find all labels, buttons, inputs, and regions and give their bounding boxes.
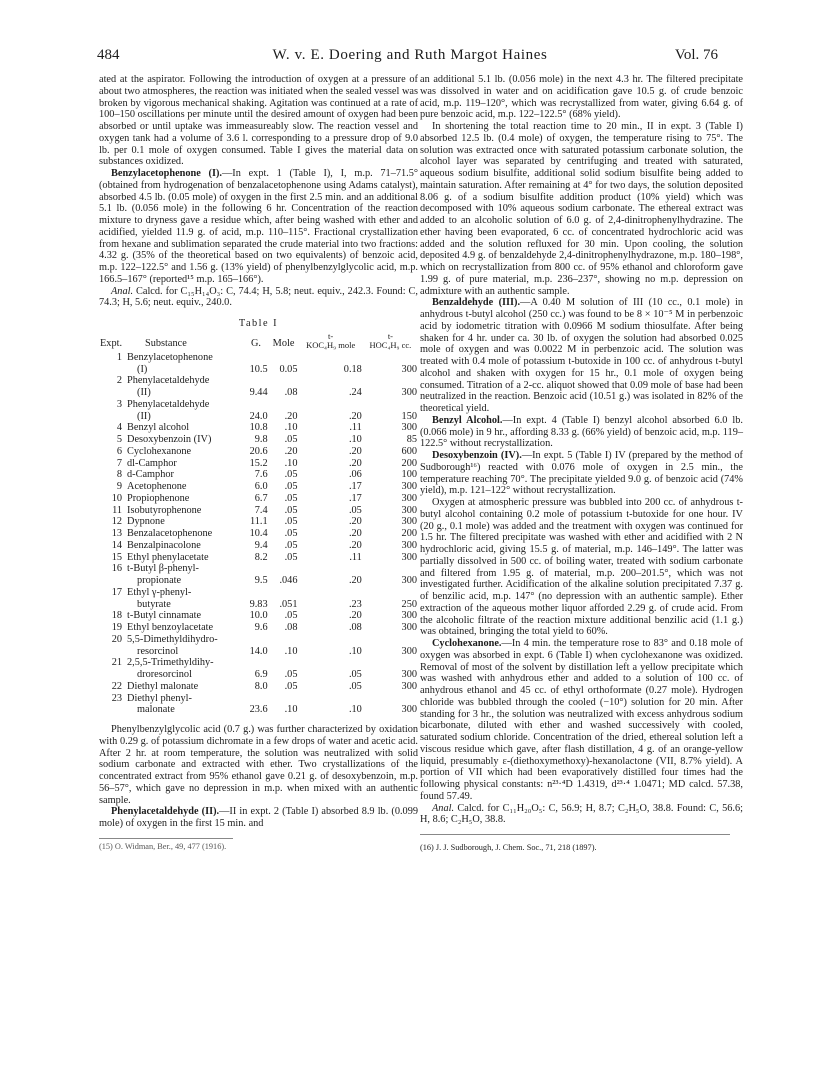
cell-grams: 10.8 [249, 422, 268, 434]
cell-koc: .17 [348, 492, 362, 504]
empty-cell [363, 563, 418, 575]
table-row-continuation [99, 704, 418, 716]
paragraph: an additional 5.1 lb. (0.056 mole) in the next 4.3 hr. The filtered precipitate was dissolved in water and on acidification gave 10.5 g. of crude benzoic acid, m.p. 119–120°, which was recrystallized from water, giving 6.64 g. of pure benzoic acid, m.p. 122–122.5° (68% yield). [420, 74, 743, 121]
cell-grams: 8.0 [254, 680, 268, 692]
cell-koc: .23 [348, 598, 362, 610]
paragraph: Cyclohexanone.—In 4 min. the temperature rose to 83° and 0.18 mole of oxygen was absorbed in expt. 6 (Table I) when cyclohexanone was oxidized. Removal of most of the solvent by distillation left a yellow precipitate which was washed with anhydrous ether and added to a solution of 100 cc. of anhydrous ethanol and 45 cc. of ethyl orthoformate (0.27 mole). Hydrogen chloride was bubbled through the cooled (−10°) solution for 20 min. After standing for 3 hr., the solution was neutralized with excess anhydrous sodium bicarbonate, diluted with ether and washed successively with cooled, saturated sodium chloride. Concentration of the dried, ethereal solution left a viscous residue which gave, after flash distillation, 4 g. of an orange-yellow liquid, presumably ε-(diethoxymethoxy)-hexanolactone (VII, 8.7% yield). A portion of VII which had been evaporatively distilled four times had the following physical constants: n²³·⁴D 1.4319, d²³·⁴ 1.0471; MD calcd. 57.38, found 57.49. [420, 638, 743, 802]
cell-mole: .051 [279, 598, 298, 610]
table-row [99, 540, 418, 552]
table-caption: Table I [238, 318, 279, 329]
cell-koc: .20 [348, 516, 362, 528]
cell-substance: Propiophenone [127, 492, 190, 504]
empty-cell [363, 375, 418, 387]
empty-cell [243, 693, 268, 705]
running-title: W. v. E. Doering and Ruth Margot Haines [272, 47, 548, 63]
empty-cell [243, 563, 268, 575]
cell-substance: 2,5,5-Trimethyldihy- [127, 657, 214, 669]
cell-substance-cont: propionate [137, 575, 182, 586]
cell-koc: .20 [348, 610, 362, 622]
cell-grams: 10.4 [249, 528, 268, 539]
cell-grams: 6.7 [254, 492, 268, 504]
cell-substance-cont: butyrate [137, 598, 171, 610]
empty-cell [99, 575, 123, 587]
cell-koc: .17 [348, 481, 362, 492]
cell-expt: 8 [116, 469, 123, 481]
empty-cell [269, 399, 299, 411]
header-mole: Mole [272, 338, 295, 349]
cell-mole: .08 [284, 622, 298, 633]
empty-cell [298, 587, 362, 599]
cell-substance-cont: malonate [137, 704, 175, 716]
table-row [99, 505, 418, 517]
run-in-heading: Benzylacetophenone (I). [111, 168, 222, 179]
empty-cell [298, 375, 362, 387]
paragraph: Phenylacetaldehyde (II).—II in expt. 2 (Table I) absorbed 8.9 lb. (0.099 mole) of oxygen in the first 15 min. and [99, 806, 418, 829]
cell-expt: 6 [116, 445, 123, 457]
cell-substance: Ethyl γ-phenyl- [127, 586, 192, 598]
cell-koc: .20 [348, 528, 362, 539]
cell-hoc: 300 [401, 481, 417, 492]
footnote-rule [99, 838, 233, 839]
cell-hoc: 250 [401, 598, 417, 610]
table-row [99, 469, 418, 481]
table-row [99, 375, 418, 387]
cell-hoc: 85 [406, 434, 417, 445]
table-row-continuation [99, 599, 418, 611]
cell-grams: 6.9 [254, 669, 268, 680]
cell-expt: 7 [116, 457, 123, 469]
cell-koc: .11 [349, 551, 362, 563]
cell-mole: .05 [284, 469, 298, 481]
empty-cell [298, 634, 362, 646]
cell-koc: .08 [348, 622, 362, 633]
cell-hoc: 300 [401, 669, 417, 680]
empty-cell [298, 563, 362, 575]
table-row [99, 552, 418, 564]
cell-grams: 9.8 [254, 434, 268, 445]
table-row [99, 693, 418, 705]
empty-cell [243, 587, 268, 599]
header-substance: Substance [145, 338, 187, 349]
cell-substance-cont: (II) [137, 387, 151, 398]
cell-koc: .20 [348, 445, 362, 457]
cell-substance-cont: (II) [137, 410, 151, 422]
table-row [99, 681, 418, 693]
cell-koc: .05 [348, 669, 362, 680]
empty-cell [363, 587, 418, 599]
cell-grams: 10.5 [249, 363, 268, 375]
run-in-heading: Benzyl Alcohol. [432, 414, 503, 426]
table-row [99, 610, 418, 622]
cell-mole: .046 [279, 575, 298, 586]
cell-expt: 12 [111, 516, 123, 528]
cell-hoc: 300 [401, 504, 417, 516]
empty-cell [269, 375, 299, 387]
paragraph: Benzyl Alcohol.—In expt. 4 (Table I) benzyl alcohol absorbed 6.0 lb. (0.066 mole) in 9 hr., affording 8.33 g. (66% yield) of benzoic acid, m.p. 119–122.5° without recrystallization. [420, 414, 743, 450]
cell-mole: .05 [284, 680, 298, 692]
empty-cell [99, 646, 123, 658]
cell-grams: 15.2 [249, 457, 268, 469]
cell-expt: 3 [116, 398, 123, 410]
paragraph: Anal. Calcd. for C₁₅H₁₄O₃: C, 74.4; H, 5.8; neut. equiv., 242.3. Found: C, 74.3; H, 5.6; neut. equiv., 240.0. [99, 285, 418, 309]
cell-hoc: 300 [401, 645, 417, 657]
cell-grams: 7.6 [254, 469, 268, 481]
cell-hoc: 100 [401, 469, 417, 481]
empty-cell [363, 352, 418, 364]
header-grams: G. [251, 338, 262, 349]
cell-substance: t-Butyl β-phenyl- [127, 563, 199, 575]
cell-substance: Ethyl phenylacetate [127, 551, 209, 563]
cell-expt: 2 [116, 375, 123, 387]
cell-mole: .05 [284, 551, 298, 563]
cell-substance: Benzalpinacolone [127, 539, 201, 551]
cell-substance: Phenylacetaldehyde [127, 398, 210, 410]
table-row [99, 563, 418, 575]
table-row-continuation [99, 575, 418, 587]
cell-mole: .05 [284, 492, 298, 504]
cell-mole: .05 [284, 669, 298, 680]
empty-cell [243, 634, 268, 646]
cell-hoc: 300 [401, 610, 417, 622]
cell-substance: Ethyl benzoylacetate [127, 622, 214, 633]
empty-cell [363, 693, 418, 705]
cell-expt: 16 [111, 563, 123, 575]
cell-koc: .05 [348, 680, 362, 692]
table-body [99, 352, 418, 716]
cell-substance: d-Camphor [127, 469, 174, 481]
cell-grams: 10.0 [249, 610, 268, 622]
table-row [99, 446, 418, 458]
cell-koc: 0.18 [343, 363, 362, 375]
table-row [99, 516, 418, 528]
cell-grams: 6.0 [254, 481, 268, 492]
run-in-heading: Anal. [432, 802, 455, 814]
cell-koc: .10 [348, 434, 362, 445]
cell-grams: 20.6 [249, 445, 268, 457]
cell-expt: 21 [111, 657, 123, 669]
cell-mole: .05 [284, 528, 298, 539]
cell-substance: t-Butyl cinnamate [127, 610, 202, 622]
cell-expt: 9 [116, 481, 123, 492]
paragraph: ated at the aspirator. Following the introduction of oxygen at a pressure of about two atmospheres, the reaction was initiated when the sealed vessel was broken by vigorous mechanical shaking. Agitation was continued at a rate of 100–150 oscillations per minute until the desired amount of oxygen had been absorbed or until uptake was immeasureably slow. The reaction vessel and oxygen tank had a volume of 3.6 l. corresponding to a pressure drop of 9.0 lb. per 0.1 mole of oxygen consumed. Table I gives the material data on substances oxidized. [99, 74, 418, 168]
cell-hoc: 300 [401, 551, 417, 563]
cell-koc: .20 [348, 575, 362, 586]
cell-expt: 19 [111, 622, 123, 633]
cell-substance: Isobutyrophenone [127, 504, 202, 516]
cell-mole: .08 [284, 387, 298, 398]
cell-grams: 9.4 [254, 539, 268, 551]
cell-expt: 10 [111, 492, 123, 504]
cell-mole: .10 [284, 457, 298, 469]
table-row-continuation [99, 364, 418, 376]
paragraph: Phenylbenzylglycolic acid (0.7 g.) was further characterized by oxidation with 0.29 g. of potassium dichromate in a few drops of water and acetic acid. After 2 hr. at room temperature, the solution was neutralized with solid sodium carbonate and extracted with ether. Two crystallizations of the concentrated extract from 95% ethanol gave 0.21 g. of desoxybenzoin, m.p. 56–57°, which gave no depression in m.p. when mixed with an authentic sample. [99, 724, 418, 806]
empty-cell [243, 657, 268, 669]
header-expt: Expt. [100, 338, 123, 349]
table-header-row [99, 332, 418, 352]
cell-hoc: 150 [401, 410, 417, 422]
empty-cell [363, 399, 418, 411]
cell-koc: .20 [348, 539, 362, 551]
cell-grams: 23.6 [249, 704, 268, 716]
run-in-heading: Cyclohexanone. [432, 638, 502, 649]
cell-hoc: 600 [401, 445, 417, 457]
cell-koc: .06 [348, 469, 362, 481]
cell-koc: .05 [348, 504, 362, 516]
table-row-continuation [99, 387, 418, 399]
cell-grams: 9.44 [249, 387, 268, 398]
cell-expt: 18 [111, 610, 123, 622]
empty-cell [243, 399, 268, 411]
empty-cell [269, 587, 299, 599]
footnote: (15) O. Widman, Ber., 49, 477 (1916). [99, 841, 227, 851]
paragraph: In shortening the total reaction time to 20 min., II in expt. 3 (Table I) absorbed 12.5 lb. (0.4 mole) of oxygen, the temperature rising to 75°. The solution was extracted once with saturated potassium carbonate solution, the alcohol layer was separated by centrifuging and treated with saturated, aqueous sodium bisulfite, additional solid sodium bisulfite being added to maintain saturation. After remaining at 4° for two days, the solution deposited 8.06 g. of a sodium bisulfite addition product (10% yield) which was decomposed with 10% aqueous sodium carbonate. The ethereal extract was added to an alcoholic solution of 6.0 g. of 2,4-dinitrophenylhydrazine. The ether having been evaporated, 6 cc. of concentrated hydrochloric acid was added and the solution refluxed for 30 min. Upon cooling, the solution deposited 4.9 g. of benzaldehyde 2,4-dinitrophenylhydrazone, m.p. 180–198°, which on recrystallization from 800 cc. of 95% ethanol and chloroform gave 1.99 g. of pure material, m.p. 236–237°, showing no m.p. depression on admixture with an authentic sample. [420, 121, 743, 297]
table-row [99, 352, 418, 364]
cell-substance: Diethyl phenyl- [127, 692, 192, 704]
cell-substance-cont: (I) [137, 363, 148, 375]
table-1 [99, 332, 418, 716]
empty-cell [99, 599, 123, 611]
cell-mole: .20 [284, 445, 298, 457]
empty-cell [243, 375, 268, 387]
left-column [99, 74, 418, 852]
cell-koc: .10 [348, 704, 362, 716]
table-row [99, 458, 418, 470]
cell-substance: Dypnone [127, 516, 165, 528]
page-number: 484 [97, 47, 120, 63]
empty-cell [298, 352, 362, 364]
run-in-heading: Benzaldehyde (III). [432, 297, 521, 309]
cell-grams: 8.2 [254, 551, 268, 563]
cell-hoc: 300 [401, 422, 417, 434]
cell-hoc: 300 [401, 387, 417, 398]
empty-cell [269, 563, 299, 575]
cell-grams: 11.1 [249, 516, 268, 528]
cell-expt: 5 [116, 434, 123, 445]
cell-mole: .05 [284, 481, 298, 492]
cell-hoc: 300 [401, 704, 417, 716]
table-row-continuation [99, 411, 418, 423]
paragraph: Oxygen at atmospheric pressure was bubbled into 200 cc. of anhydrous t-butyl alcohol containing 0.2 mole of potassium t-butoxide for one hour. IV (20 g., 0.1 mole) was added and the treatment with oxygen was continued for 1.5 hr. The filtered precipitate was washed with ether and acidified with 2 N hydrochloric acid, giving 15.5 g. of material, m.p. 146–149°. The latter was partially dissolved in 500 cc. of boiling water, treated with sodium carbonate and filtered from 1.95 g. of material, m.p. 200–201.5°, which was not investigated further. Acidification of the alkaline solution precipitated 7.37 g. of benzilic acid, m.p. 147° (no depression with an authentic sample). Ether extraction of the aqueous mother liquor afforded 2.29 g. of crude acid. From the alcoholic filtrate of the reaction mixture additional benzilic acid (1.1 g.) was obtained, bringing the total yield to 60%. [420, 497, 743, 638]
cell-hoc: 200 [401, 457, 417, 469]
paragraph: Anal. Calcd. for C₁₁H₂₀O₅: C, 56.9; H, 8.7; C₂H₅O, 38.8. Found: C, 56.6; H, 8.6; C₂H₅O, 38.8. [420, 802, 743, 826]
empty-cell [243, 352, 268, 364]
empty-cell [99, 669, 123, 681]
cell-substance: dl-Camphor [127, 457, 177, 469]
cell-substance: Acetophenone [127, 481, 187, 492]
empty-cell [269, 693, 299, 705]
cell-substance: Benzylacetophenone [127, 351, 213, 363]
cell-grams: 7.4 [254, 504, 268, 516]
cell-grams: 9.6 [254, 622, 268, 633]
cell-expt: 1 [116, 351, 123, 363]
empty-cell [269, 634, 299, 646]
table-row [99, 622, 418, 634]
cell-hoc: 300 [401, 492, 417, 504]
cell-grams: 24.0 [249, 410, 268, 422]
paragraph: Benzylacetophenone (I).—In expt. 1 (Table I), I, m.p. 71–71.5° (obtained from hydrogenation of benzalacetophenone using Adams catalyst), absorbed 4.5 lb. (0.05 mole) of oxygen in the first 2.5 min. and an additional 5.1 lb. (0.056 mole) in the following 6 hr. Concentration of the reaction mixture to dryness gave a residue which, after being washed with ether and acidified, yielded 11.9 g. of acid, m.p. 110–115°. Fractional crystallization from hexane and sublimation separated the crude material into two fractions: 4.32 g. (35% of the theoretical based on two equivalents) of benzoic acid, m.p. 122–122.5° and 1.56 g. (13% yield) of phenylbenzylglycolic acid, m.p. 166.5–167° (reported¹⁵ m.p. 165–166°). [99, 168, 418, 285]
cell-substance-cont: resorcinol [137, 645, 179, 657]
cell-mole: .10 [284, 422, 298, 434]
empty-cell [269, 352, 299, 364]
empty-cell [269, 657, 299, 669]
table-row [99, 422, 418, 434]
cell-expt: 13 [111, 528, 123, 539]
cell-hoc: 200 [401, 528, 417, 539]
volume-number: Vol. 76 [674, 47, 718, 63]
cell-substance: 5,5-Dimethyldihydro- [127, 633, 218, 645]
footnote-rule [420, 834, 730, 835]
cell-substance: Cyclohexanone [127, 445, 192, 457]
cell-mole: .10 [284, 645, 298, 657]
cell-mole: .05 [284, 610, 298, 622]
cell-expt: 20 [111, 633, 123, 645]
run-in-heading: Phenylacetaldehyde (II). [111, 806, 220, 818]
cell-koc: .20 [348, 410, 362, 422]
cell-expt: 14 [111, 539, 123, 551]
cell-hoc: 300 [401, 363, 417, 375]
cell-expt: 4 [116, 422, 123, 434]
cell-grams: 9.83 [249, 598, 268, 610]
cell-hoc: 300 [401, 622, 417, 633]
cell-mole: .05 [284, 504, 298, 516]
cell-expt: 17 [111, 586, 123, 598]
empty-cell [99, 704, 123, 716]
header-koc: t- KOC₄H₉ mole [306, 330, 356, 350]
cell-substance: Benzalacetophenone [127, 528, 213, 539]
cell-mole: .05 [284, 434, 298, 445]
cell-koc: .24 [348, 387, 362, 398]
empty-cell [363, 634, 418, 646]
paragraph: Desoxybenzoin (IV).—In expt. 5 (Table I) IV (prepared by the method of Sudborough¹⁶) reacted with 0.076 mole of oxygen in 2.5 min., the temperature reaching 70°. The precipitate yielded 9.0 g. of benzoic acid (74% yield), m.p. 121–122° without recrystallization. [420, 450, 743, 497]
table-row [99, 481, 418, 493]
table-row [99, 587, 418, 599]
cell-mole: .20 [284, 410, 298, 422]
run-in-heading: Anal. [111, 285, 134, 297]
cell-koc: .20 [348, 457, 362, 469]
cell-koc: .10 [348, 645, 362, 657]
cell-expt: 22 [111, 680, 123, 692]
cell-mole: .05 [284, 516, 298, 528]
cell-substance: Desoxybenzoin (IV) [127, 434, 212, 445]
empty-cell [99, 364, 123, 376]
table-row-continuation [99, 646, 418, 658]
right-column [420, 74, 743, 853]
cell-substance: Diethyl malonate [127, 680, 199, 692]
table-row [99, 528, 418, 540]
empty-cell [298, 657, 362, 669]
cell-hoc: 300 [401, 516, 417, 528]
cell-substance-cont: droresorcinol [137, 669, 192, 680]
empty-cell [99, 411, 123, 423]
empty-cell [99, 387, 123, 399]
cell-expt: 23 [111, 692, 123, 704]
table-row [99, 399, 418, 411]
cell-expt: 15 [111, 551, 123, 563]
cell-substance: Benzyl alcohol [127, 422, 190, 434]
paragraph: Benzaldehyde (III).—A 0.40 M solution of III (10 cc., 0.1 mole) in anhydrous t-butyl alcohol (250 cc.) was found to be 8 × 10⁻⁵ M in perbenzoic acid by iodometric titration with 0.0966 M sodium thiosulfate. After being shaken for 4 hr. under ca. 30 lb. of oxygen the solution had absorbed 0.025 mole of oxygen and was 0.0022 M in perbenzoic acid. The solution was treated with 0.4 mole of potassium t-butoxide in 100 cc. of anhydrous t-butyl alcohol and shaken with oxygen for 15 hr., 0.1 mole of oxygen being consumed. Titration of a 2-cc. aliquot showed that 0.09 mole of base had been neutralized in the reaction. Benzoic acid (10.51 g.) was isolated in 82% of the theoretical yield. [420, 297, 744, 414]
header-hoc: t- HOC₄H₉ cc. [369, 330, 412, 350]
run-in-heading: Desoxybenzoin (IV). [432, 450, 522, 461]
cell-koc: .11 [349, 422, 362, 434]
cell-grams: 14.0 [249, 645, 268, 657]
cell-hoc: 300 [401, 539, 417, 551]
cell-mole: .10 [284, 704, 298, 716]
cell-hoc: 300 [401, 680, 417, 692]
cell-hoc: 300 [401, 575, 417, 586]
empty-cell [363, 657, 418, 669]
table-row [99, 657, 418, 669]
cell-mole: .05 [284, 539, 298, 551]
empty-cell [298, 399, 362, 411]
cell-expt: 11 [112, 504, 123, 516]
cell-substance: Phenylacetaldehyde [127, 375, 210, 387]
table-row [99, 493, 418, 505]
table-row [99, 634, 418, 646]
table-row-continuation [99, 669, 418, 681]
table-row [99, 434, 418, 446]
footnote: (16) J. J. Sudborough, J. Chem. Soc., 71, 218 (1897). [420, 843, 597, 852]
cell-mole: 0.05 [279, 363, 298, 375]
cell-grams: 9.5 [254, 575, 268, 586]
empty-cell [298, 693, 362, 705]
